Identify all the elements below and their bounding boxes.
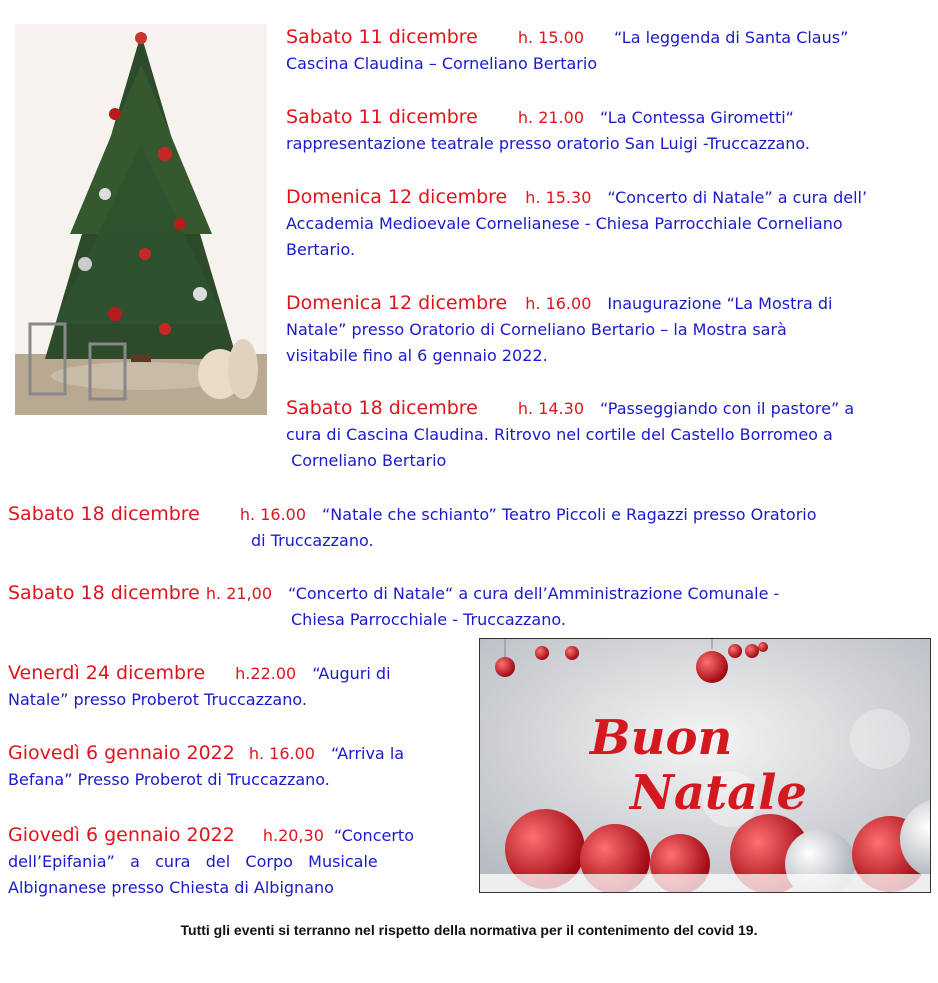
event-details: Natale” presso Proberot Truccazzano. (8, 690, 307, 709)
event-line-1 (8, 822, 460, 849)
event-item (8, 501, 933, 554)
event-time: h. 16.00 (248, 744, 315, 763)
event-title: “La Contessa Girometti“ (600, 108, 794, 127)
event-day: Sabato 18 dicembre (286, 397, 478, 419)
event-time: h. 16.00 (239, 505, 306, 524)
event-item (286, 104, 931, 157)
event-details-continued: visitabile fino al 6 gennaio 2022. (286, 346, 548, 365)
event-day: Giovedì 6 gennaio 2022 (8, 742, 235, 764)
event-title: “Concerto di Natale“ a cura dell’Amministrazione Comunale - (288, 584, 780, 603)
event-day: Domenica 12 dicembre (286, 292, 508, 314)
event-line-1 (286, 104, 931, 131)
event-day: Domenica 12 dicembre (286, 186, 508, 208)
event-time: h. 15.00 (517, 28, 584, 47)
event-details: Befana” Presso Proberot di Truccazzano. (8, 770, 330, 789)
greeting-line-2: Natale (630, 765, 808, 821)
greeting-line-1: Buon (590, 710, 733, 766)
event-day: Sabato 11 dicembre (286, 106, 478, 128)
event-details: Chiesa Parrocchiale - Truccazzano. (291, 610, 566, 629)
christmas-tree-image (15, 24, 267, 415)
event-day: Sabato 18 dicembre (8, 503, 200, 525)
event-time: h.22.00 (235, 664, 297, 683)
event-time: h. 15.30 (525, 188, 592, 207)
event-details: di Truccazzano. (251, 531, 374, 550)
event-title: “Concerto di Natale” a cura dell’ (607, 188, 868, 207)
event-time: h. 21.00 (517, 108, 584, 127)
event-title: “La leggenda di Santa Claus” (614, 28, 849, 47)
footer-note: Tutti gli eventi si terranno nel rispetto della normativa per il contenimento del covid 19. (180, 922, 758, 938)
event-details-continued: Bertario. (286, 240, 356, 259)
event-line-1 (286, 290, 931, 317)
event-day: Giovedì 6 gennaio 2022 (8, 824, 235, 846)
event-line-1 (8, 740, 463, 767)
event-title: “Passeggiando con il pastore” a (600, 399, 855, 418)
event-title: “Auguri di (312, 664, 391, 683)
event-details-continued: Albignanese presso Chiesta di Albignano (8, 878, 334, 897)
event-line-1 (286, 24, 931, 51)
event-time: h.20,30 (262, 826, 324, 845)
event-line-1 (8, 580, 933, 607)
event-title: “Natale che schianto” Teatro Piccoli e Ragazzi presso Oratorio (322, 505, 817, 524)
event-item (8, 822, 460, 901)
event-title: Inaugurazione “La Mostra di (607, 294, 833, 313)
event-line-1 (286, 184, 931, 211)
event-item (286, 290, 931, 369)
event-item (286, 24, 931, 77)
event-item (8, 740, 463, 793)
event-line-1 (286, 395, 931, 422)
event-item (8, 660, 463, 713)
event-details: Cascina Claudina – Corneliano Bertario (286, 54, 598, 73)
event-day: Sabato 18 dicembre (8, 582, 200, 604)
event-item (286, 184, 931, 263)
event-details: dell’Epifania” a cura del Corpo Musicale (8, 852, 378, 871)
event-details: cura di Cascina Claudina. Ritrovo nel cortile del Castello Borromeo a (286, 425, 833, 444)
event-line-1 (8, 660, 463, 687)
event-title: “Arriva la (330, 744, 405, 763)
event-details: rappresentazione teatrale presso oratorio San Luigi -Truccazzano. (286, 134, 810, 153)
event-time: h. 16.00 (525, 294, 592, 313)
event-details-continued: Corneliano Bertario (286, 451, 447, 470)
event-line-1 (8, 501, 933, 528)
buon-natale-image (479, 638, 931, 893)
event-day: Venerdì 24 dicembre (8, 662, 206, 684)
event-time: h. 21,00 (205, 584, 272, 603)
event-time: h. 14.30 (517, 399, 584, 418)
event-day: Sabato 11 dicembre (286, 26, 478, 48)
event-title: “Concerto (333, 826, 414, 845)
event-item (286, 395, 931, 474)
event-details: Natale” presso Oratorio di Corneliano Bertario – la Mostra sarà (286, 320, 787, 339)
event-details: Accademia Medioevale Cornelianese - Chiesa Parrocchiale Corneliano (286, 214, 843, 233)
event-item (8, 580, 933, 633)
